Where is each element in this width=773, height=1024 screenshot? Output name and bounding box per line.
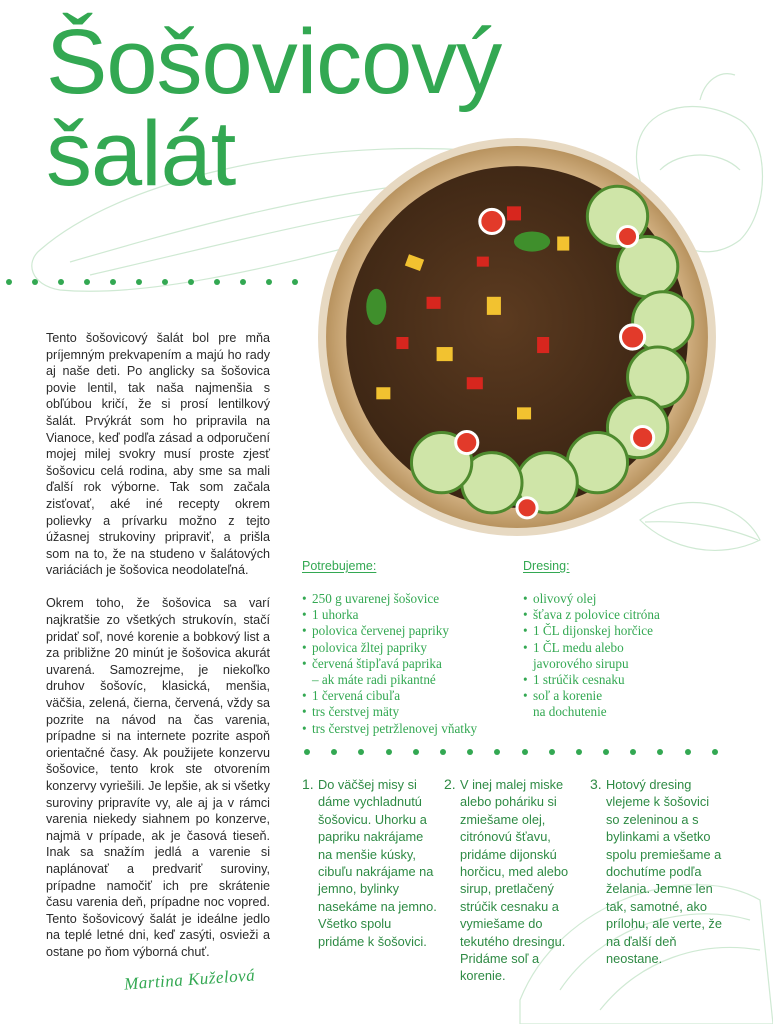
dressing-item-text: 1 strúčik cesnaku	[533, 672, 625, 688]
dressing-item	[523, 591, 723, 607]
ingredients-item	[302, 640, 517, 656]
author-signature: Martina Kuželová	[123, 965, 256, 994]
dressing-item	[523, 607, 723, 623]
ingredients-item	[302, 607, 517, 623]
dressing-item-continuation: javorového sirupu	[533, 655, 629, 671]
ingredients-item-text: 1 uhorka	[312, 607, 359, 623]
intro-paragraph-2: Okrem toho, že šošovica sa varí najkratšie zo všetkých strukovín, stačí pridať soľ, nové korenie a bobkový list a za približne 20 minút je šošovica akurát uvarená. Samozrejme, je niekoľko druhov šošovíc, klasická, menšia, väčšia, zelená, čierna, červená, vždy sa pozrite na návod na čas varenia, prípadne si na internete pozrite aspoň orientačné časy. Ak použijete konzervu šošovice, tento krok ste otvorením konzervy vyriešili. Je lepšie, ak si všetky suroviny pripravíte vy, ale aj ja v rámci varenia niekedy siahnem po konzerve, najmä v prípade, ak je časová tieseň. Inak sa snažím jedlá a varenie si naplánovať a predvariť suroviny, prípadne namočiť ich pre skrátenie času varenia deň, prípadne noc vopred. Tento šošovicový šalát je ideálne jedlo na teplé letné dni, keď zasýti, osvieži a ostane po ňom výborná chuť.	[46, 596, 270, 959]
ingredients-item	[302, 721, 517, 737]
step-3-number: 3.	[590, 776, 602, 792]
step-1-text: Do väčšej misy si dáme vychladnutú šošovicu. Uhorku a papriku nakrájame na menšie kúsky, cibuľu nakrájame na jemno, bylinky nasekáme na jemno. Všetko spolu pridáme k šošovici.	[318, 777, 437, 949]
step-2	[444, 776, 579, 985]
step-2-number: 2.	[444, 776, 456, 792]
step-1-number: 1.	[302, 776, 314, 792]
dressing-item-text: olivový olej	[533, 591, 597, 606]
step-1	[302, 776, 437, 950]
dressing-item-text: soľ a korenie	[533, 688, 603, 704]
step-2-text: V inej malej miske alebo poháriku si zmiešame olej, citrónovú šťavu, pridáme dijonskú horčicu, med alebo sirup, pretlačený strúčik cesnaku a vymiešame do tekutého dresingu. Pridáme soľ a korenie.	[460, 777, 569, 984]
ingredients-item-text: červená štipľavá paprika	[312, 655, 442, 671]
ingredients-item	[302, 656, 517, 688]
dressing-item	[523, 688, 723, 720]
ingredients-item-continuation: – ak máte radi pikantné	[312, 672, 436, 688]
dressing-heading: Dresing:	[523, 559, 570, 573]
ingredients-list	[302, 591, 517, 737]
ingredients-item-text: polovica červenej papriky	[312, 623, 449, 639]
dressing-item-text: 1 ČL medu alebo	[533, 639, 624, 655]
dotted-divider-steps	[304, 748, 718, 756]
salad-bowl-photo	[316, 136, 718, 538]
ingredients-item	[302, 591, 517, 607]
ingredients-item-text: 1 červená cibuľa	[312, 688, 401, 704]
ingredients-item-text: trs čerstvej petržlenovej vňatky	[312, 720, 478, 736]
title-line-1: Šošovicový	[46, 11, 502, 113]
dressing-item	[523, 672, 723, 688]
intro-text	[46, 330, 270, 977]
ingredients-item-text: polovica žltej papriky	[312, 639, 427, 655]
intro-paragraph-1: Tento šošovicový šalát bol pre mňa príjemným prekvapením a majú ho rady aj naše deti. Po anglicky sa šošovica povie lentil, tak naša najmenšia s obľúbou kričí, že si prosí lentilkový šalát. Prvýkrát som ho pripravila na Vianoce, keď podľa zásad a odporučení mojej milej svokry musí proste zjesť šošovicu celá rodina, aby sme sa mali ďalší rok výborne. Tak som začala zisťovať, aké iné recepty okrem polievky a prívarku možno z tejto úžasnej strukoviny pripraviť, a prišla som na to, že na studeno v šalátových variáciách je šošovica neodolateľná.	[46, 331, 270, 578]
dressing-item-continuation: na dochutenie	[533, 704, 607, 720]
ingredients-item	[302, 704, 517, 720]
ingredients-item-text: trs čerstvej mäty	[312, 704, 400, 720]
dressing-item-text: 1 ČL dijonskej horčice	[533, 623, 654, 639]
step-3-text: Hotový dresing vlejeme k šošovici so zeleninou a s bylinkami a všetko spolu premiešame a dochutíme podľa želania. Jemne len tak, samotné, ako prílohu, ale verte, že na ďalší deň neostane.	[606, 777, 722, 967]
title-line-2: šalát	[46, 103, 236, 205]
dressing-item	[523, 623, 723, 639]
ingredients-item-text: 250 g uvarenej šošovice	[312, 591, 440, 606]
dotted-divider-top	[6, 278, 298, 286]
ingredients-item	[302, 623, 517, 639]
ingredients-heading: Potrebujeme:	[302, 559, 377, 573]
step-3	[590, 776, 725, 967]
dressing-item-text: šťava z polovice citróna	[533, 607, 660, 623]
dressing-item	[523, 640, 723, 672]
dressing-list	[523, 591, 723, 721]
ingredients-item	[302, 688, 517, 704]
